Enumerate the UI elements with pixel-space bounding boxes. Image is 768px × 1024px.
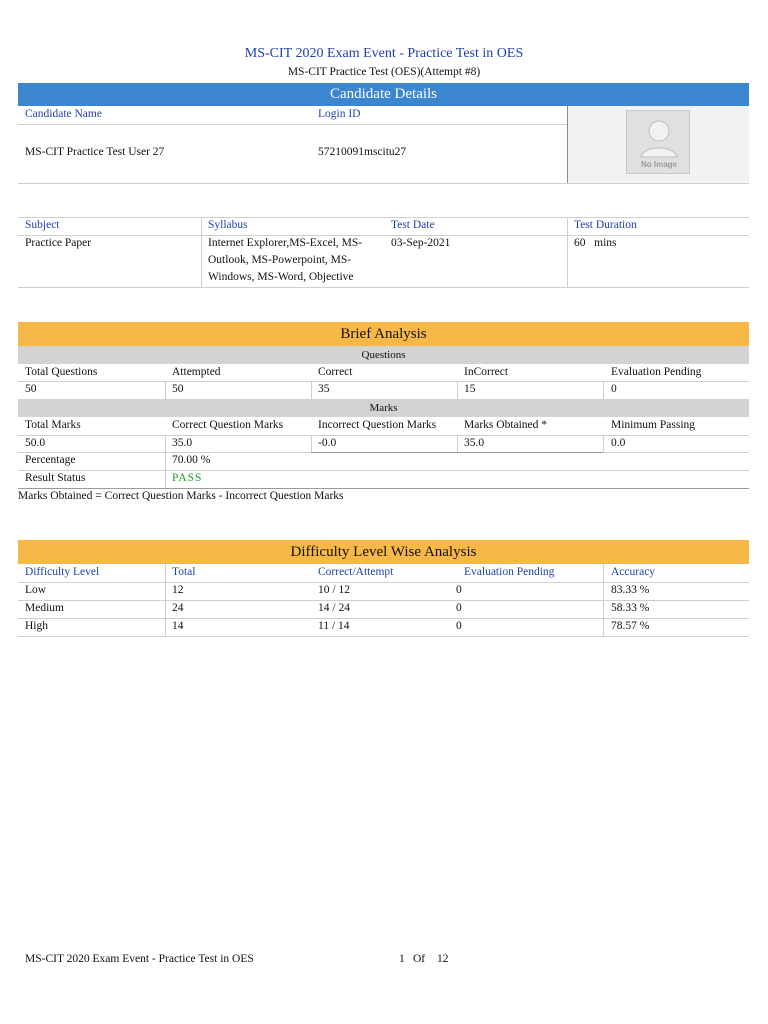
- column-divider: [603, 435, 604, 453]
- footer-total-pages: 12: [437, 953, 449, 965]
- table-row-accuracy: 58.33 %: [611, 602, 650, 614]
- test-date-label: Test Date: [391, 219, 435, 231]
- table-row-total: 14: [172, 620, 184, 632]
- result-status-badge: PASS: [172, 472, 203, 484]
- divider: [18, 183, 749, 184]
- brief-analysis-header: Brief Analysis: [18, 322, 749, 346]
- footer-page-number: 1: [399, 953, 405, 965]
- login-id-label: Login ID: [318, 108, 361, 120]
- page-subtitle: MS-CIT Practice Test (OES)(Attempt #8): [287, 66, 481, 78]
- candidate-name-value: MS-CIT Practice Test User 27: [25, 146, 165, 158]
- minimum-passing-value: 0.0: [611, 437, 626, 449]
- column-divider: [165, 435, 166, 488]
- attempted-value: 50: [172, 383, 184, 395]
- percentage-label: Percentage: [25, 454, 76, 466]
- divider: [18, 636, 749, 637]
- total-questions-label: Total Questions: [25, 366, 98, 378]
- no-image-label: No Image: [640, 160, 677, 169]
- table-row-level: Medium: [25, 602, 64, 614]
- total-marks-value: 50.0: [25, 437, 46, 449]
- minimum-passing-label: Minimum Passing: [611, 419, 696, 431]
- column-divider: [567, 217, 568, 287]
- footer-title: MS-CIT 2020 Exam Event - Practice Test in OES: [25, 953, 254, 965]
- divider: [18, 217, 749, 218]
- divider: [603, 452, 749, 453]
- percentage-value: 70.00 %: [172, 454, 211, 466]
- candidate-details-header: Candidate Details: [18, 83, 749, 106]
- attempted-label: Attempted: [172, 366, 221, 378]
- subject-value: Practice Paper: [25, 237, 92, 249]
- login-id-value: 57210091mscitu27: [318, 146, 407, 158]
- correct-label: Correct: [318, 366, 353, 378]
- questions-subheader: Questions: [18, 346, 749, 364]
- table-row-correct-attempt: 14 / 24: [318, 602, 350, 614]
- incorrect-label: InCorrect: [464, 366, 509, 378]
- table-row-evaluation-pending: 0: [456, 584, 462, 596]
- marks-formula-note: Marks Obtained = Correct Question Marks - Incorrect Question Marks: [18, 490, 344, 502]
- table-row-evaluation-pending: 0: [456, 620, 462, 632]
- correct-attempt-header: Correct/Attempt: [318, 566, 394, 578]
- column-divider: [457, 381, 458, 399]
- subject-label: Subject: [25, 219, 60, 231]
- test-duration-value: 60 mins: [574, 237, 617, 249]
- incorrect-question-marks-value: -0.0: [318, 437, 337, 449]
- column-divider: [311, 381, 312, 399]
- column-divider: [201, 217, 202, 287]
- correct-question-marks-value: 35.0: [172, 437, 193, 449]
- table-row-total: 12: [172, 584, 184, 596]
- candidate-name-label: Candidate Name: [25, 108, 102, 120]
- divider: [18, 470, 749, 471]
- correct-question-marks-label: Correct Question Marks: [172, 419, 284, 431]
- correct-value: 35: [318, 383, 330, 395]
- footer-of-label: Of: [413, 953, 426, 965]
- table-row-evaluation-pending: 0: [456, 602, 462, 614]
- divider: [18, 124, 567, 125]
- marks-obtained-label: Marks Obtained *: [464, 419, 548, 431]
- accuracy-header: Accuracy: [611, 566, 656, 578]
- table-row-accuracy: 83.33 %: [611, 584, 650, 596]
- divider: [311, 452, 603, 453]
- test-date-value: 03-Sep-2021: [391, 237, 451, 249]
- syllabus-value: Internet Explorer,MS-Excel, MS-Outlook, MS-Powerpoint, MS-Windows, MS-Word, Objective: [208, 237, 363, 283]
- column-divider: [603, 381, 604, 399]
- table-row-level: Low: [25, 584, 47, 596]
- difficulty-analysis-header: Difficulty Level Wise Analysis: [18, 540, 749, 564]
- test-duration-label: Test Duration: [574, 219, 637, 231]
- incorrect-value: 15: [464, 383, 476, 395]
- divider: [18, 287, 749, 288]
- divider: [18, 381, 749, 382]
- total-header: Total: [172, 566, 196, 578]
- evaluation-pending-header: Evaluation Pending: [464, 566, 555, 578]
- marks-obtained-value: 35.0: [464, 437, 485, 449]
- table-row-total: 24: [172, 602, 184, 614]
- table-row-level: High: [25, 620, 48, 632]
- total-marks-label: Total Marks: [25, 419, 81, 431]
- column-divider: [311, 435, 312, 453]
- avatar: [626, 110, 690, 174]
- incorrect-question-marks-label: Incorrect Question Marks: [318, 419, 437, 431]
- syllabus-label: Syllabus: [208, 219, 248, 231]
- table-row-correct-attempt: 11 / 14: [318, 620, 350, 632]
- column-divider: [165, 381, 166, 399]
- evaluation-pending-value: 0: [611, 383, 617, 395]
- table-row-accuracy: 78.57 %: [611, 620, 650, 632]
- evaluation-pending-label: Evaluation Pending: [611, 366, 702, 378]
- page-title: MS-CIT 2020 Exam Event - Practice Test in OES: [244, 46, 524, 61]
- marks-subheader: Marks: [18, 399, 749, 417]
- column-divider: [457, 435, 458, 453]
- difficulty-level-header: Difficulty Level: [25, 566, 100, 578]
- result-status-label: Result Status: [25, 472, 86, 484]
- table-row-correct-attempt: 10 / 12: [318, 584, 350, 596]
- divider: [18, 435, 749, 436]
- total-questions-value: 50: [25, 383, 37, 395]
